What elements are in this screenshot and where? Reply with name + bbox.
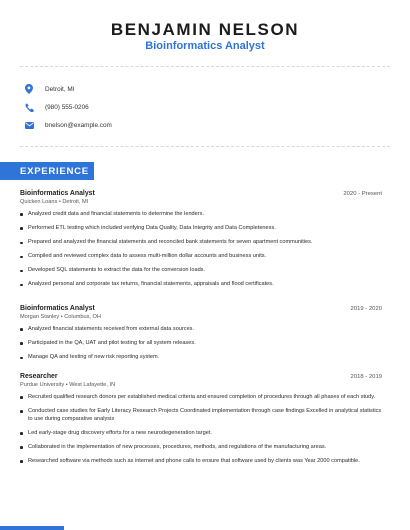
- phone-icon: [22, 100, 36, 114]
- list-item: Prepared and analyzed the financial statements and reconciled bank statements for seven apartment communities.: [20, 239, 382, 247]
- list-item: Participated in the QA, UAT and pilot testing for all system releases.: [20, 340, 382, 348]
- list-item: Analyzed credit data and financial statements to determine the lenders.: [20, 211, 382, 219]
- job-bullets: [20, 211, 382, 289]
- job-entry: [20, 373, 382, 472]
- list-item: Conducted case studies for Early Literacy Research Projects Coordinated implementation through case findings Excelled in analytical statistics to use during comparative analysis: [20, 408, 382, 423]
- contact-phone-text: (980) 555-0206: [45, 103, 89, 111]
- job-title: Researcher: [20, 373, 58, 380]
- list-item: Manage QA and testing of new risk reporting system.: [20, 354, 382, 362]
- footer-accent-bar: [0, 526, 64, 530]
- job-title: Bioinformatics Analyst: [20, 190, 95, 197]
- list-item: Collaborated in the implementation of new processes, procedures, methods, and regulations of the manufacturing areas.: [20, 444, 382, 452]
- list-item: Performed ETL testing which included verifying Data Quality, Data Integrity and Data Completeness.: [20, 225, 382, 233]
- resume-name: BENJAMIN NELSON: [110, 20, 300, 39]
- list-item: Analyzed personal and corporate tax returns, financial statements, appraisals and flood certificates.: [20, 281, 382, 289]
- contact-location-text: Detroit, MI: [45, 85, 75, 93]
- resume-job-title: Bioinformatics Analyst: [145, 40, 265, 52]
- contact-location: [22, 82, 382, 96]
- envelope-icon: [22, 118, 36, 132]
- job-company: Purdue University • West Lafayette, IN: [20, 382, 116, 388]
- list-item: Analyzed financial statements received from external data sources.: [20, 326, 382, 334]
- contact-phone: [22, 100, 382, 114]
- job-dates: 2018 - 2019: [350, 374, 382, 380]
- list-item: Led early-stage drug discovery efforts for a new neurodegeneration target.: [20, 430, 382, 438]
- job-company: Quicken Loans • Detroit, MI: [20, 199, 89, 205]
- contact-divider: [20, 146, 390, 147]
- contact-email: [22, 118, 382, 132]
- list-item: Researched software via methods such as internet and phone calls to ensure that software used by clients was Year 2000 compatible.: [20, 458, 382, 466]
- list-item: Developed SQL statements to extract the data for the conversion loads.: [20, 267, 382, 275]
- job-title: Bioinformatics Analyst: [20, 305, 95, 312]
- list-item: Compiled and reviewed complex data to assess multi-million dollar accounts and business units.: [20, 253, 382, 261]
- job-dates: 2020 - Present: [343, 191, 382, 197]
- location-pin-icon: [22, 82, 36, 96]
- job-company: Morgan Stanley • Columbus, OH: [20, 314, 101, 320]
- section-heading-experience: EXPERIENCE: [0, 162, 94, 180]
- job-bullets: [20, 394, 382, 466]
- header-divider: [20, 66, 390, 67]
- list-item: Recruited qualified research donors per established medical criteria and ensured completion of procedures through all phases of each study.: [20, 394, 382, 402]
- job-dates: 2019 - 2020: [350, 306, 382, 312]
- contact-email-text: bnelson@example.com: [45, 121, 112, 129]
- job-bullets: [20, 326, 382, 362]
- job-entry: [20, 190, 382, 296]
- job-entry: [20, 305, 382, 368]
